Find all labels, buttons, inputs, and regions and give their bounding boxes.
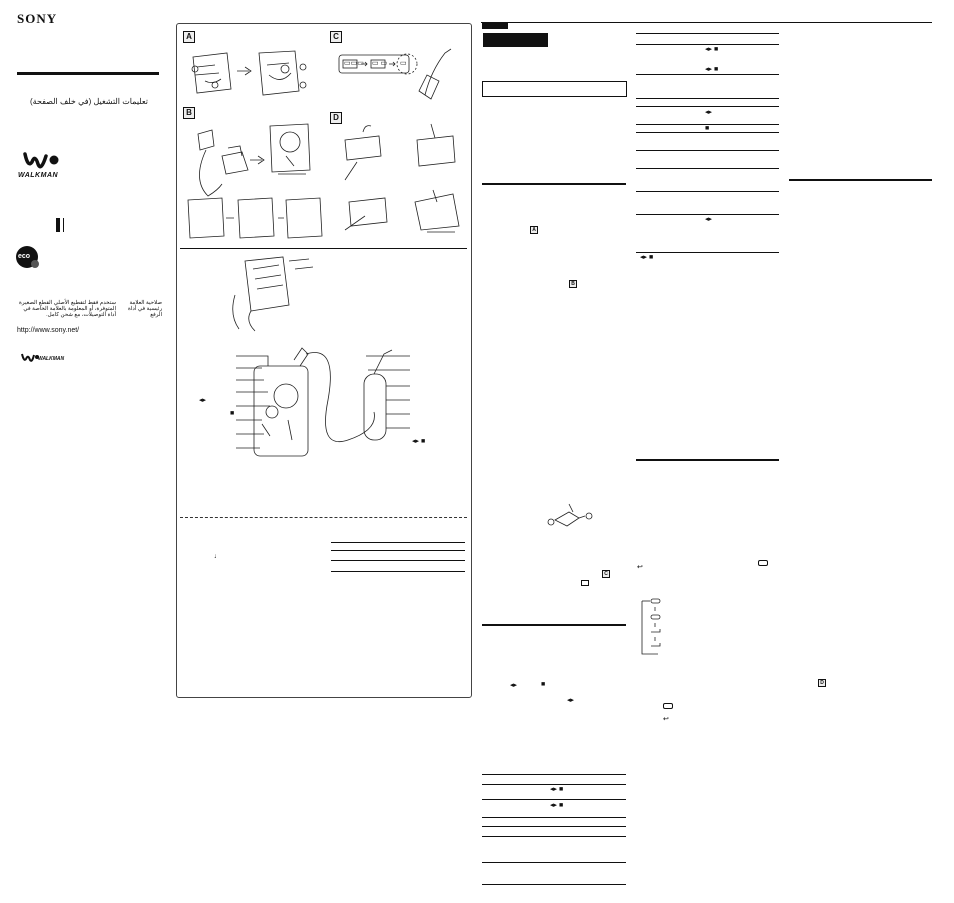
table2-rule-9 [636, 168, 779, 169]
arabic-note-left: ستخدم فقط لتقطيع الأصلي القطع الصغيرة المتوفرة، أو المعلومة بالعلامة الخاصة في أداة التوصيلات، مع شحن كامل. [19, 300, 116, 318]
figure-b-illustration [182, 120, 322, 240]
battery-insert-illustration [225, 255, 325, 335]
walkman-small-w-icon [20, 352, 40, 364]
table2-symbol-2: ◂▸ ■ [705, 66, 719, 73]
table2-rule-10 [636, 191, 779, 192]
walkman-small-wordmark: WALKMAN [38, 356, 65, 362]
stop-symbol-left: ■ [230, 410, 235, 417]
table1-rule-6 [482, 836, 626, 837]
spec-table-rule-4 [331, 571, 465, 572]
dashed-divider [180, 517, 467, 518]
table1-rule-4 [482, 817, 626, 818]
table2-rule-1 [636, 33, 779, 34]
headphone-mark: ♩ [214, 553, 221, 560]
arabic-title: تعليمات التشغيل (في خلف الصفحة) [30, 97, 148, 106]
play-inline-2: ◂▸ [567, 697, 575, 704]
table2-symbol-4: ■ [705, 125, 710, 132]
figure-letter-b: B [183, 107, 195, 119]
repeat-arrow-inline: ↩ [637, 564, 643, 571]
table1-rule-3 [482, 799, 626, 800]
figure-d-illustration [335, 122, 465, 242]
table2-rule-12 [636, 252, 779, 253]
battery-full-glyph: ▭▭▭ [344, 60, 364, 67]
section-title-block [483, 33, 548, 47]
eco-label: eco [18, 253, 31, 260]
battery-empty-glyph: ▭ [400, 60, 407, 67]
stop-inline-1: ■ [541, 681, 546, 688]
heading-rule-1 [482, 183, 626, 185]
battery-inline-icon [581, 580, 589, 586]
repeat-inline-icon [758, 560, 768, 566]
play-symbol-left: ◂▸ [199, 397, 207, 404]
notice-box [482, 81, 627, 97]
spec-table-rule-1 [331, 542, 465, 543]
spec-table-rule-2 [331, 550, 465, 551]
table2-rule-3 [636, 74, 779, 75]
figure-letter-c: C [330, 31, 342, 43]
plug-adaptor-icon [545, 500, 595, 530]
figure-letter-a: A [183, 31, 195, 43]
table2-rule-4 [636, 98, 779, 99]
repeat-mode-cycle-diagram [638, 598, 668, 658]
repeat-arrow-inline-2: ↩ [663, 716, 669, 723]
table2-symbol-6: ◂▸ ■ [640, 254, 654, 261]
sony-logo: SONY [17, 11, 58, 26]
figure-c-illustration [335, 45, 465, 115]
cover-rule [17, 72, 159, 75]
heading-rule-4 [789, 179, 932, 181]
inline-letter-b: B [569, 280, 577, 288]
table2-rule-7 [636, 132, 779, 133]
table2-symbol-3: ◂▸ [705, 109, 713, 116]
battery-half-glyph: ▭ ▭ [372, 60, 388, 67]
sony-url: http://www.sony.net/ [17, 327, 80, 334]
table1-symbol-1: ◂▸ ■ [550, 786, 564, 793]
walkman-wordmark: WALKMAN [18, 172, 59, 179]
table1-rule-8 [482, 884, 626, 885]
figure-letter-d: D [330, 112, 342, 124]
repeat-inline-icon-2 [663, 703, 673, 709]
inline-letter-c: C [602, 570, 610, 578]
inline-letter-d: D [818, 679, 826, 687]
model-bar-right [63, 218, 64, 232]
table1-symbol-2: ◂▸ ■ [550, 802, 564, 809]
inline-letter-a: A [530, 226, 538, 234]
model-bar-left [56, 218, 60, 232]
top-page-rule [481, 22, 932, 23]
play-inline-1: ◂▸ [510, 682, 518, 689]
table1-rule-5 [482, 826, 626, 827]
arabic-note-right: صلاحية العلامة رئيسية في أداة الرفع [127, 300, 162, 318]
heading-rule-3 [636, 459, 779, 461]
table2-symbol-5: ◂▸ [705, 216, 713, 223]
play-stop-symbol-right: ◂▸ ■ [412, 438, 426, 445]
figure-a-illustration [185, 45, 325, 105]
spec-table-rule-3 [331, 560, 465, 561]
table2-rule-5 [636, 106, 779, 107]
language-tab [482, 22, 508, 29]
table2-symbol-1: ◂▸ ■ [705, 46, 719, 53]
table2-rule-8 [636, 150, 779, 151]
table1-rule-7 [482, 862, 626, 863]
table1-rule-1 [482, 774, 626, 775]
heading-rule-2 [482, 624, 626, 626]
panel-divider [180, 248, 467, 249]
device-diagram [198, 340, 448, 470]
